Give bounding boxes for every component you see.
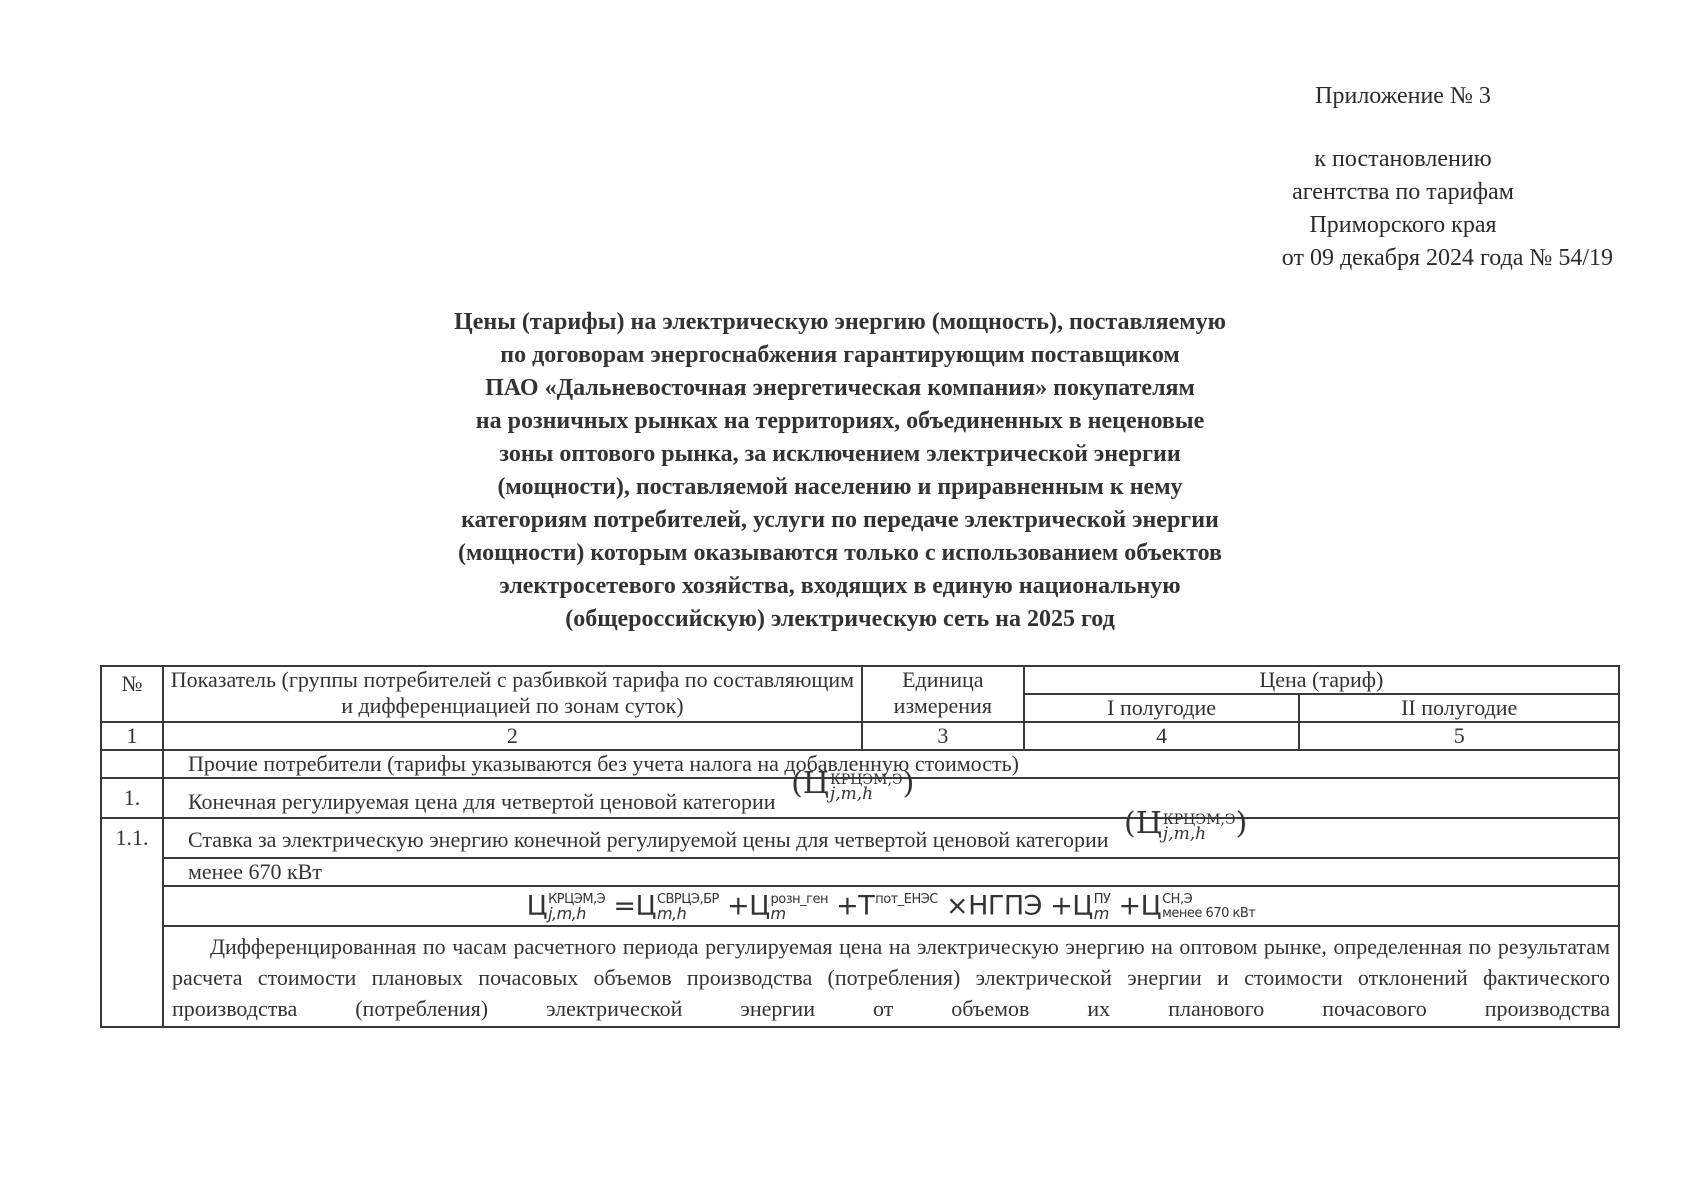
header-half1: I полугодие (1024, 694, 1300, 722)
title-line: электросетевого хозяйства, входящих в единую национальную (499, 573, 1181, 599)
annex-to: к постановлению (1314, 146, 1492, 172)
title-line: (мощности), поставляемой населению и приравненным к нему (497, 474, 1183, 500)
row-1-cell (163, 766, 1619, 818)
row-11-text: Ставка за электрическую энергию конечной регулируемой цены для четвертой ценовой категории (187, 827, 1109, 852)
others-label: Прочие потребители (тарифы указываются без учета налога на добавленную стоимость) (163, 750, 1619, 778)
header-indicator: Показатель (группы потребителей с разбивкой тарифа по составляющим и дифференциацией по зонам суток) (163, 666, 862, 722)
description-text: Дифференцированная по часам расчетного периода регулируемая цена на электрическую энергию на оптовом рынке, определенная по результатам расчета стоимости плановых почасовых объемов производства (потребления) электрической энергии и стоимости отклонений фактического производства (потребления) электрической энергии от объемов их планового почасового производства (163, 926, 1619, 1027)
row-number: 1.1. (101, 818, 163, 1027)
title-line: категориям потребителей, услуги по передаче электрической энергии (461, 507, 1219, 533)
price-symbol: (Ц КРЦЭМ,Э j,m,h ) (1124, 806, 1248, 844)
title-line: ПАО «Дальневосточная энергетическая компания» покупателям (485, 375, 1195, 401)
title-line: зоны оптового рынка, за исключением электрической энергии (499, 441, 1181, 467)
column-number-row (101, 722, 1619, 750)
tariff-table (100, 665, 1620, 1028)
row-1-text: Конечная регулируемая цена для четвертой ценовой категории (187, 789, 776, 814)
annex-region: Приморского края (1309, 212, 1497, 238)
annex-number: Приложение № 3 (1315, 83, 1491, 109)
table-row (101, 778, 1619, 818)
title-line: Цены (тарифы) на электрическую энергию (мощность), поставляемую (454, 309, 1226, 335)
document-title (340, 306, 1340, 636)
title-line: на розничных рынках на территориях, объединенных в неценовые (475, 408, 1205, 434)
table-row (101, 858, 1619, 886)
annex-header (1193, 80, 1613, 275)
title-line: по договорам энергоснабжения гарантирующим поставщиком (500, 342, 1180, 368)
header-price: Цена (тариф) (1024, 666, 1619, 694)
row-11-cell (163, 806, 1619, 858)
price-formula: Ц КРЦЭМ,Э j,m,h =Ц СВРЦЭ,БР m,h +Ц розн_ген m +Т пот_ЕНЭС ×НГПЭ +Ц ПУ m +Ц СН,Э менее 670 кВт (163, 886, 1619, 926)
col-number: 4 (1024, 722, 1300, 750)
col-number: 2 (163, 722, 862, 750)
table-row (101, 926, 1619, 1027)
table-row (101, 886, 1619, 926)
header-half2: II полугодие (1299, 694, 1619, 722)
col-number: 5 (1299, 722, 1619, 750)
title-line: (общероссийскую) электрическую сеть на 2025 год (565, 606, 1115, 632)
annex-date: от 09 декабря 2024 года № 54/19 (1281, 245, 1613, 271)
table-header-row (101, 666, 1619, 694)
row-number: 1. (101, 778, 163, 818)
header-unit: Единица измерения (862, 666, 1024, 722)
price-symbol: (Ц КРЦЭМ,Э j,m,h ) (791, 766, 915, 804)
col-number: 1 (101, 722, 163, 750)
annex-agency: агентства по тарифам (1292, 179, 1514, 205)
col-number: 3 (862, 722, 1024, 750)
less-670-label: менее 670 кВт (163, 858, 1619, 886)
table-row (101, 818, 1619, 858)
header-no: № (101, 666, 163, 722)
title-line: (мощности) которым оказываются только с использованием объектов (458, 540, 1222, 566)
